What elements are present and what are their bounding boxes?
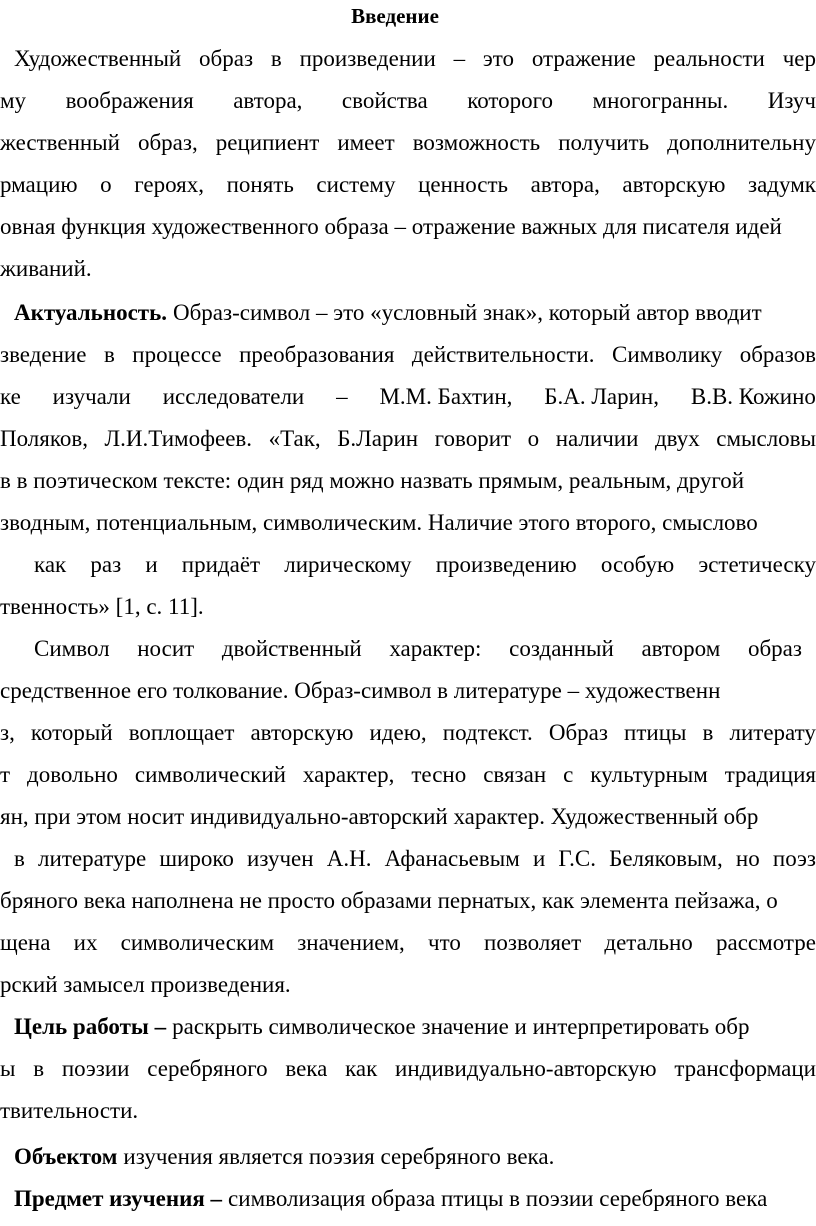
text-segment: детально <box>604 930 693 955</box>
text-segment: преобразования <box>239 342 395 367</box>
text-segment: т <box>0 762 11 787</box>
text-segment: воображения <box>65 88 194 113</box>
text-line <box>0 418 816 460</box>
text-segment: многогранны. <box>592 88 729 113</box>
text-segment: века <box>285 1056 328 1081</box>
text-segment: придаёт <box>181 552 261 577</box>
text-segment: рский замысел произведения. <box>0 972 291 997</box>
text-segment: Б.Ларин <box>337 426 419 451</box>
text-segment: щена <box>0 930 51 955</box>
text-segment: раскрыть символическое значение и интерпретировать обр <box>172 1014 750 1039</box>
text-segment: средственное его толкование. Образ-символ в литературе – художественн <box>0 678 721 703</box>
text-segment: широко <box>159 846 234 871</box>
text-segment: в в поэтическом тексте: один ряд можно назвать прямым, реальным, другой <box>0 468 745 493</box>
text-segment: который <box>30 720 113 745</box>
text-segment: подтекст. <box>442 720 533 745</box>
text-line <box>0 206 816 248</box>
text-line <box>0 122 816 164</box>
text-segment: твенность» [1, с. 11]. <box>0 594 204 619</box>
text-segment: трансформаци <box>674 1056 816 1081</box>
text-segment: их <box>73 930 98 955</box>
text-segment: Беляковым, <box>609 846 723 871</box>
text-line <box>0 460 816 502</box>
text-segment: с <box>563 762 574 787</box>
text-segment: овная функция художественного образа – отражение важных для писателя идей <box>0 214 782 239</box>
text-segment: Б.А. Ларин, <box>544 384 659 409</box>
text-segment: ценность <box>418 172 509 197</box>
text-segment: характер, <box>302 762 395 787</box>
text-segment: твительности. <box>0 1098 139 1123</box>
text-line <box>14 1136 816 1178</box>
text-line <box>0 502 816 544</box>
text-line <box>34 544 816 586</box>
text-line <box>0 164 816 206</box>
text-line <box>0 334 816 376</box>
text-segment: свойства <box>341 88 428 113</box>
text-segment: Афанасьевым <box>384 846 520 871</box>
text-segment: и <box>532 846 546 871</box>
text-segment: символическим <box>120 930 275 955</box>
text-segment: му <box>0 88 27 113</box>
text-segment: А.Н. <box>326 846 372 871</box>
text-segment: – <box>453 46 466 71</box>
text-segment: зведение <box>0 342 87 367</box>
text-segment: значением, <box>297 930 405 955</box>
text-segment: получить <box>558 130 650 155</box>
text-segment: отражение <box>531 46 636 71</box>
text-line <box>0 922 816 964</box>
text-segment: автором <box>641 636 721 661</box>
text-segment: как <box>345 1056 378 1081</box>
text-segment: поэзии <box>61 1056 130 1081</box>
text-segment: говорит <box>434 426 512 451</box>
text-segment: как <box>34 552 67 577</box>
text-segment: смысловы <box>716 426 816 451</box>
text-segment: «Так, <box>268 426 321 451</box>
text-segment: лирическому <box>284 552 412 577</box>
text-line <box>0 586 816 628</box>
text-segment: задумк <box>748 172 816 197</box>
text-segment: зводным, потенциальным, символическим. Наличие этого второго, смыслово <box>0 510 758 535</box>
text-segment: произведении <box>299 46 436 71</box>
text-segment: – <box>336 384 348 409</box>
text-segment: возможность <box>412 130 541 155</box>
text-segment: птицы <box>624 720 687 745</box>
text-line <box>0 964 816 1006</box>
section-label-relevance: Актуальность. <box>14 300 167 325</box>
text-segment: исследователи <box>162 384 305 409</box>
text-segment: произведению <box>435 552 577 577</box>
text-segment: живаний. <box>0 256 92 281</box>
text-segment: Символ <box>34 636 110 661</box>
text-line <box>0 880 816 922</box>
text-segment: действительности. <box>411 342 595 367</box>
text-segment: серебряного <box>147 1056 268 1081</box>
text-segment: авторскую <box>622 172 726 197</box>
text-segment: символизация образа птицы в поэзии серебряного века <box>228 1186 768 1211</box>
text-segment: в <box>702 720 714 745</box>
text-segment: изучен <box>247 846 314 871</box>
text-line <box>34 628 802 670</box>
text-line <box>14 1178 816 1220</box>
text-line <box>0 1090 816 1132</box>
text-segment: з, <box>0 720 15 745</box>
section-label-object: Объектом <box>14 1144 118 1169</box>
text-line <box>0 1048 816 1090</box>
text-segment: ы <box>0 1056 16 1081</box>
text-segment: жественный <box>0 130 120 155</box>
text-segment: особую <box>600 552 675 577</box>
text-segment: традиция <box>724 762 816 787</box>
text-segment: поэз <box>772 846 816 871</box>
text-segment: дополнительну <box>667 130 816 155</box>
text-segment: изучения является поэзия серебряного века. <box>123 1144 555 1169</box>
text-segment: Символику <box>611 342 723 367</box>
text-segment: тесно <box>411 762 467 787</box>
text-segment: двух <box>654 426 700 451</box>
text-line <box>14 292 816 334</box>
text-segment: Поляков, <box>0 426 88 451</box>
text-segment: воплощает <box>128 720 235 745</box>
text-segment: реципиент <box>215 130 320 155</box>
text-segment: героях, <box>134 172 204 197</box>
text-segment: в <box>103 342 115 367</box>
text-line <box>0 376 816 418</box>
text-segment: М.М. Бахтин, <box>379 384 513 409</box>
text-segment: но <box>735 846 760 871</box>
text-segment: Образ <box>548 720 608 745</box>
text-segment: раз <box>90 552 122 577</box>
text-line <box>0 754 816 796</box>
section-label-subject: Предмет изучения – <box>14 1186 223 1211</box>
text-segment: и <box>145 552 158 577</box>
text-segment: рмацию <box>0 172 78 197</box>
text-segment: литерату <box>729 720 816 745</box>
section-label-goal: Цель работы – <box>14 1014 167 1039</box>
text-segment: процессе <box>132 342 222 367</box>
text-segment: образ <box>747 636 802 661</box>
text-segment: понять <box>226 172 294 197</box>
text-segment: характер: <box>389 636 482 661</box>
text-line <box>0 712 816 754</box>
text-segment: культурным <box>590 762 708 787</box>
text-segment: о <box>527 426 540 451</box>
text-segment: авторскую <box>250 720 354 745</box>
text-segment: Образ-символ – это «условный знак», который автор вводит <box>173 300 762 325</box>
text-segment: это <box>482 46 515 71</box>
text-segment: идею, <box>369 720 427 745</box>
text-segment: что <box>428 930 461 955</box>
text-segment: позволяет <box>484 930 582 955</box>
text-segment: ке <box>0 384 21 409</box>
text-segment: которого <box>467 88 553 113</box>
text-segment: реальности <box>653 46 765 71</box>
text-segment: рассмотре <box>716 930 816 955</box>
text-segment: образ <box>199 46 254 71</box>
text-segment: образов <box>739 342 816 367</box>
text-segment: в <box>270 46 282 71</box>
text-line <box>0 248 816 290</box>
text-segment: эстетическу <box>698 552 816 577</box>
text-segment: довольно <box>27 762 118 787</box>
text-line <box>14 1006 816 1048</box>
text-segment: В.В. Кожино <box>690 384 816 409</box>
text-segment: бряного века наполнена не просто образами пернатых, как элемента пейзажа, о <box>0 888 778 913</box>
text-segment: носит <box>137 636 195 661</box>
text-segment: образ, <box>137 130 198 155</box>
text-segment: наличии <box>555 426 639 451</box>
text-segment: Л.И.Тимофеев. <box>104 426 253 451</box>
text-segment: Г.С. <box>558 846 596 871</box>
text-segment: Художественный <box>14 46 182 71</box>
text-segment: индивидуально-авторскую <box>395 1056 657 1081</box>
text-segment: литературе <box>38 846 147 871</box>
text-segment: двойственный <box>221 636 362 661</box>
text-line <box>0 80 816 122</box>
text-segment: созданный <box>509 636 614 661</box>
text-segment: автора, <box>530 172 600 197</box>
text-line <box>14 838 816 880</box>
text-line <box>14 38 816 80</box>
text-segment: о <box>100 172 112 197</box>
text-line <box>0 670 816 712</box>
text-segment: в <box>33 1056 45 1081</box>
text-segment: в <box>14 846 25 871</box>
text-segment: ян, при этом носит индивидуально-авторский характер. Художественный обр <box>0 804 759 829</box>
text-segment: чер <box>782 46 816 71</box>
text-segment: изучали <box>52 384 131 409</box>
text-segment: связан <box>483 762 547 787</box>
page-title: Введение <box>351 4 439 28</box>
text-segment: автора, <box>233 88 303 113</box>
text-segment: имеет <box>337 130 395 155</box>
text-segment: символический <box>134 762 286 787</box>
text-segment: Изуч <box>767 88 816 113</box>
text-line <box>0 796 816 838</box>
text-segment: систему <box>316 172 396 197</box>
